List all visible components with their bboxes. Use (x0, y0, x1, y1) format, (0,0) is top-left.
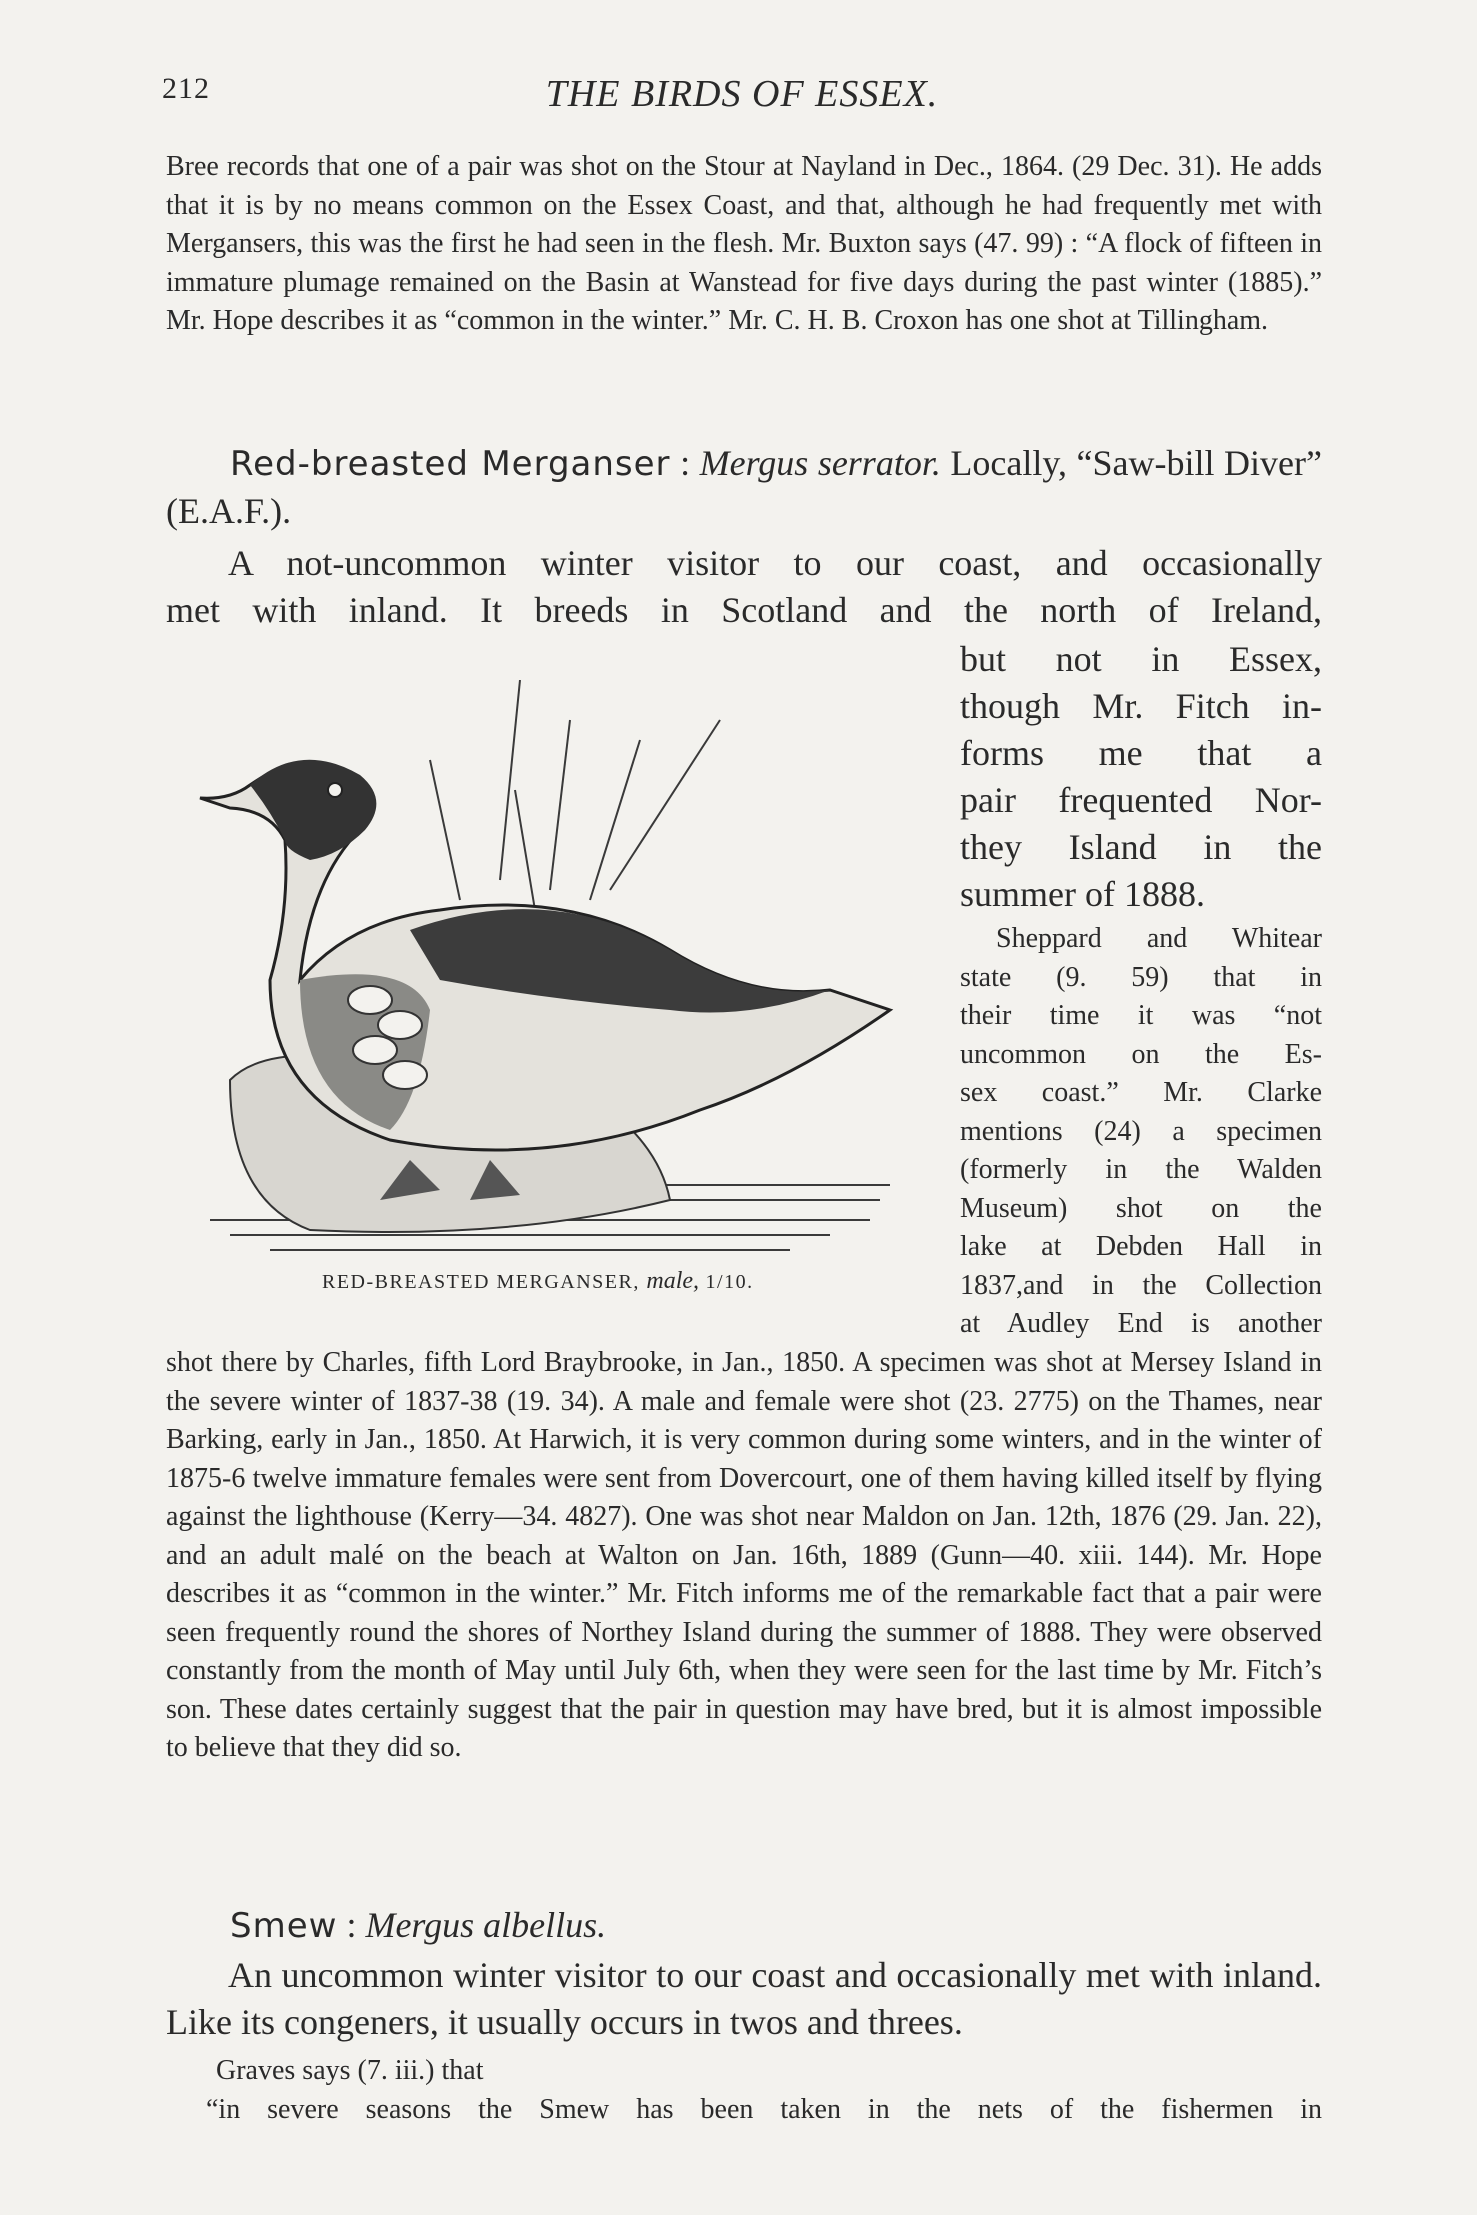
running-title: THE BIRDS OF ESSEX. (545, 73, 939, 115)
latin-name: Mergus serrator. (699, 443, 941, 483)
species-name: Smew (230, 1906, 338, 1946)
merganser-lead: A not-uncommon winter visitor to our coast, and occasionally met with inland. It breeds in Scotland and the north of Ireland, (166, 543, 1322, 630)
latin-name: Mergus albellus. (365, 1905, 607, 1945)
smew-quote: Graves says (7. iii.) that “in severe seasons the Smew has been taken in the nets of the fishermen in (206, 2055, 1322, 2125)
species-heading-smew: Smew : Mergus albellus. (230, 1905, 607, 1946)
page-number: 212 (162, 72, 210, 105)
intro-block (166, 148, 1322, 341)
running-header (162, 72, 1322, 122)
local-name: Locally, “Saw-bill Diver” (E.A.F.). (166, 443, 1322, 531)
figure-caption: RED-BREASTED MERGANSER, male, 1/10. (322, 1268, 754, 1294)
intro-paragraph: Bree records that one of a pair was shot on the Stour at Nayland in Dec., 1864. (29 Dec. 31). He adds that it is by no means common on the Essex Coast, and that, although he had frequently met with Mergansers, this was the first he had seen in the flesh. Mr. Buxton says (47. 99) : “A flock of fifteen in immature plumage remained on the Basin at Wanstead for five days during the past winter (1885).” Mr. Hope describes it as “common in the winter.” Mr. C. H. B. Croxon has one shot at Tillingham. (166, 151, 1322, 336)
merganser-right-column-small: Sheppard and Whitear state (9. 59) that in their time it was “not uncommon on the Es- sex coast.” Mr. Clarke mentions (24) a specimen (formerly in the Walden Museum) shot on the lake at Debden Hall in 1837,and in the Collection at Audley End is another (960, 923, 1322, 1339)
merganser-illustration (190, 680, 910, 1280)
merganser-right-column-large: but not in Essex, though Mr. Fitch in- forms me that a pair frequented Nor- they Island in the summer of 1888. (960, 639, 1322, 914)
species-heading-merganser: Red-breasted Merganser : Mergus serrator. Locally, “Saw-bill Diver” (E.A.F.). (166, 443, 1322, 531)
merganser-continuation: shot there by Charles, fifth Lord Braybrooke, in Jan., 1850. A specimen was shot at Mersey Island in the severe winter of 1837-38 (19. 34). A male and female were shot (23. 2775) on the Thames, near Barking, early in Jan., 1850. At Harwich, it is very common during some winters, and in the winter of 1875-6 twelve immature females were sent from Dovercourt, one of them having killed itself by flying against the lighthouse (Kerry—34. 4827). One was shot near Maldon on Jan. 12th, 1876 (29. Jan. 22), and an adult malé on the beach at Walton on Jan. 16th, 1889 (Gunn—40. xiii. 144). Mr. Hope describes it as “common in the winter.” Mr. Fitch informs me of the remarkable fact that a pair were seen frequently round the shores of Northey Island during the summer of 1888. They were observed constantly from the month of May until July 6th, when they were seen for the last time by Mr. Fitch’s son. These dates certainly suggest that the pair in question may have bred, but it is almost impossible to believe that they did so. (166, 1347, 1322, 1763)
merganser-engraving (190, 680, 910, 1280)
smew-lead: An uncommon winter visitor to our coast and occasionally met with inland. Like its congeners, it usually occurs in twos and threes. (166, 1955, 1322, 2042)
species-name: Red-breasted Merganser (230, 444, 671, 484)
